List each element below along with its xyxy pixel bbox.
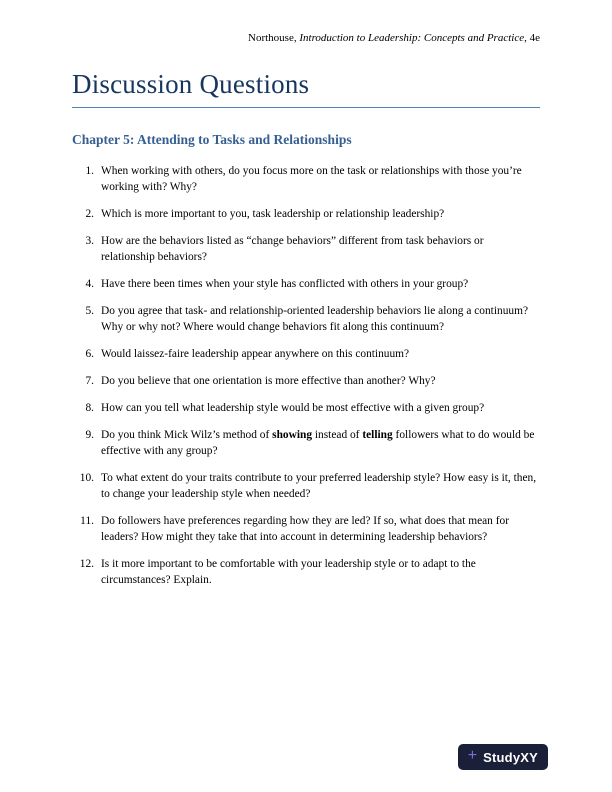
question-text: Do followers have preferences regarding how they are led? If so, what does that mean for leaders? How might they take that into account in determining leadership behaviors? — [101, 514, 509, 543]
question-text: Do you think Mick Wilz’s method of showing instead of telling followers what to do would be effective with any group? — [101, 428, 535, 457]
questions-list — [72, 164, 540, 588]
question-item — [72, 347, 540, 363]
question-number: 9. — [85, 428, 94, 441]
studyxy-logo — [458, 744, 548, 770]
question-item — [72, 374, 540, 390]
running-header — [72, 32, 540, 45]
question-number: 10. — [79, 471, 94, 484]
question-number: 5. — [85, 305, 94, 317]
question-item — [72, 207, 540, 223]
question-item — [72, 428, 540, 460]
question-item — [72, 514, 540, 546]
question-text: Would laissez-faire leadership appear anywhere on this continuum? — [101, 347, 410, 360]
question-item — [72, 557, 540, 589]
question-number: 6. — [85, 347, 94, 360]
question-number: 4. — [85, 278, 94, 291]
question-number: 1. — [85, 165, 94, 178]
question-text: Which is more important to you, task leadership or relationship leadership? — [101, 208, 445, 221]
header-author: Northouse, — [248, 32, 300, 44]
question-item — [72, 304, 540, 336]
studyxy-label: StudyXY — [483, 749, 538, 765]
header-edition: , 4e — [524, 32, 540, 44]
question-text: To what extent do your traits contribute to your preferred leadership style? How easy is it, then, to change your leadership style when needed? — [101, 471, 537, 500]
question-item — [72, 401, 540, 417]
question-text: Is it more important to be comfortable with your leadership style or to adapt to the circumstances? Explain. — [101, 557, 476, 586]
question-text: How are the behaviors listed as “change behaviors” different from task behaviors or relationship behaviors? — [101, 235, 484, 264]
question-text: When working with others, do you focus more on the task or relationships with those you’re working with? Why? — [101, 165, 522, 194]
page-title: Discussion Questions — [72, 69, 540, 108]
question-number: 3. — [85, 235, 94, 248]
question-text: Do you agree that task- and relationship-oriented leadership behaviors lie along a continuum? Why or why not? Where would change behaviors fit along this continuum? — [101, 305, 529, 333]
question-number: 11. — [80, 514, 94, 527]
question-text: Do you believe that one orientation is more effective than another? Why? — [101, 374, 436, 387]
plus-icon: + — [467, 747, 478, 764]
question-number: 8. — [85, 401, 94, 414]
question-number: 12. — [79, 557, 94, 570]
question-number: 7. — [85, 374, 94, 387]
page-content — [72, 32, 540, 600]
chapter-heading: Chapter 5: Attending to Tasks and Relationships — [72, 132, 352, 148]
question-item — [72, 234, 540, 266]
question-text: How can you tell what leadership style would be most effective with a given group? — [101, 401, 485, 414]
question-number: 2. — [85, 208, 94, 221]
question-text: Have there been times when your style has conflicted with others in your group? — [101, 278, 469, 291]
header-book-title: Introduction to Leadership: Concepts and Practice — [299, 32, 525, 44]
question-item — [72, 471, 540, 503]
question-item — [72, 277, 540, 293]
question-item — [72, 164, 540, 196]
